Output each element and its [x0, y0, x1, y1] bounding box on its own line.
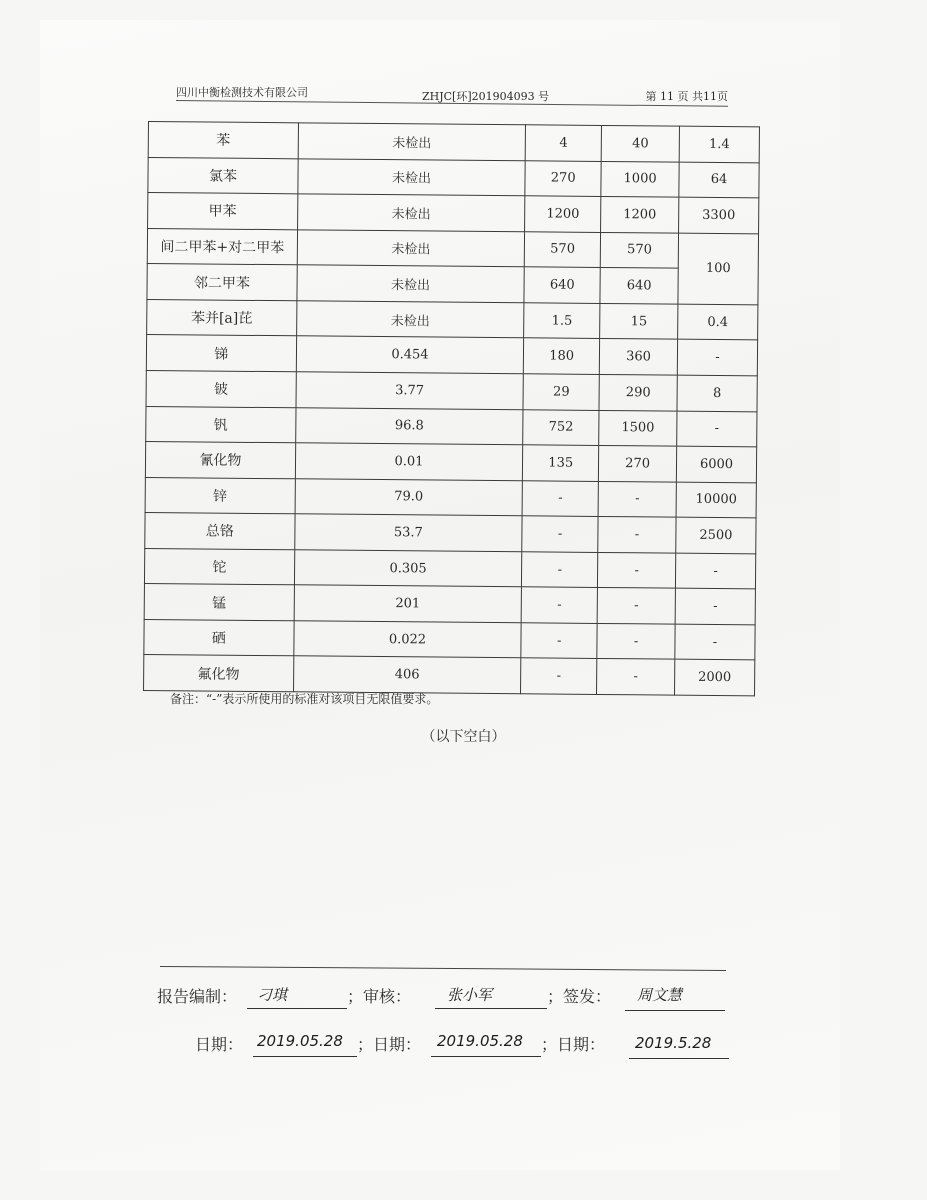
limit-value-2: 360 [599, 339, 677, 375]
limit-value-2: - [597, 623, 675, 659]
table-note: 备注：“-”表示所使用的标准对该项目无限值要求。 [170, 692, 439, 706]
limit-value-2: - [598, 552, 676, 588]
limit-value-3: - [675, 588, 755, 624]
item-name: 总铬 [145, 513, 295, 550]
results-table [143, 121, 760, 696]
table-row [148, 122, 759, 163]
limit-value-2: - [597, 659, 675, 695]
table-row [148, 193, 759, 234]
limit-value-1: 4 [525, 125, 601, 161]
test-result: 53.7 [294, 514, 522, 552]
item-name: 间二甲苯+对二甲苯 [147, 228, 297, 265]
signature-row [157, 984, 737, 1014]
signature-underline [435, 1008, 547, 1009]
signature-underline [247, 1008, 347, 1009]
limit-value-1: 752 [523, 409, 599, 445]
item-name: 铊 [144, 548, 294, 585]
table-row [144, 584, 755, 625]
page-header [176, 84, 728, 102]
review-label: ；审核： [347, 987, 412, 1006]
report-number: ZHJC[环]201904093 号 [422, 90, 550, 103]
test-result: 未检出 [296, 301, 524, 339]
test-result: 0.305 [294, 550, 522, 588]
page-number: 第 11 页 共11页 [645, 90, 728, 103]
limit-value-3: 8 [677, 375, 757, 411]
item-name: 氯苯 [148, 157, 298, 194]
limit-value-1: 570 [525, 231, 601, 267]
limit-value-3: 100 [678, 233, 759, 305]
limit-value-2: 640 [600, 268, 678, 304]
limit-value-1: 180 [524, 338, 600, 374]
limit-value-1: 135 [523, 445, 599, 481]
limit-value-3: 1.4 [679, 126, 759, 162]
limit-value-3: 2500 [676, 517, 756, 553]
limit-value-3: 64 [679, 162, 759, 198]
limit-value-3: 6000 [676, 446, 756, 482]
test-result: 406 [293, 656, 521, 694]
blank-below-notice: （以下空白） [421, 729, 506, 745]
compiled-date: 2019.05.28 [257, 1032, 343, 1050]
test-result: 未检出 [297, 265, 525, 303]
limit-value-1: 29 [523, 374, 599, 410]
table-row [144, 619, 755, 660]
compiled-by-signature: 刁琪 [257, 986, 288, 1004]
item-name: 锑 [146, 335, 296, 372]
limit-value-3: - [675, 553, 755, 589]
date-label-1: 日期： [195, 1035, 244, 1054]
review-signature: 张小军 [447, 986, 493, 1004]
limit-value-1: - [522, 516, 598, 552]
test-result: 未检出 [298, 123, 526, 161]
limit-value-1: 1200 [525, 196, 601, 232]
issue-signature: 周文慧 [637, 986, 683, 1004]
limit-value-3: 0.4 [678, 304, 758, 340]
table-row [147, 299, 758, 340]
date-underline [629, 1058, 729, 1059]
limit-value-2: 15 [600, 303, 678, 339]
test-result: 未检出 [297, 229, 525, 267]
limit-value-2: 40 [601, 125, 679, 161]
date-row [195, 1032, 755, 1062]
limit-value-2: - [597, 588, 675, 624]
item-name: 锌 [145, 477, 295, 514]
item-name: 硒 [144, 619, 294, 656]
limit-value-1: - [522, 552, 598, 588]
limit-value-2: 570 [600, 232, 678, 268]
item-name: 苯 [148, 122, 298, 159]
item-name: 钒 [146, 406, 296, 443]
test-result: 0.454 [296, 336, 524, 374]
limit-value-2: 270 [599, 446, 677, 482]
test-result: 未检出 [297, 194, 525, 232]
table-row [144, 548, 755, 589]
table-row [147, 264, 758, 305]
limit-value-1: - [521, 658, 597, 694]
table-row [146, 335, 757, 376]
date-underline [431, 1056, 541, 1057]
test-result: 0.022 [294, 621, 522, 659]
item-name: 氟化物 [144, 655, 294, 692]
item-name: 氰化物 [145, 442, 295, 479]
test-result: 0.01 [295, 443, 523, 481]
item-name: 铍 [146, 370, 296, 407]
limit-value-1: 1.5 [524, 303, 600, 339]
table-row [146, 406, 757, 447]
limit-value-1: 270 [525, 160, 601, 196]
item-name: 锰 [144, 584, 294, 621]
table-row [145, 442, 756, 483]
limit-value-3: - [677, 340, 757, 376]
test-result: 96.8 [295, 407, 523, 445]
limit-value-2: 290 [599, 374, 677, 410]
limit-value-1: 640 [524, 267, 600, 303]
limit-value-1: - [521, 587, 597, 623]
date-underline [253, 1056, 357, 1057]
test-result: 未检出 [298, 158, 526, 196]
limit-value-2: - [598, 517, 676, 553]
item-name: 苯并[a]芘 [147, 299, 297, 336]
test-result: 79.0 [295, 478, 523, 516]
limit-value-2: 1000 [601, 161, 679, 197]
date-label-2: ；日期： [357, 1035, 422, 1054]
item-name: 甲苯 [148, 193, 298, 230]
test-result: 3.77 [296, 372, 524, 410]
limit-value-2: 1500 [599, 410, 677, 446]
compiled-by-label: 报告编制： [157, 987, 238, 1006]
limit-value-2: - [598, 481, 676, 517]
table-row [145, 477, 756, 518]
issue-date: 2019.5.28 [635, 1034, 712, 1052]
limit-value-2: 1200 [601, 197, 679, 233]
limit-value-3: - [677, 411, 757, 447]
test-result: 201 [294, 585, 522, 623]
table-row [146, 370, 757, 411]
date-label-3: ；日期： [541, 1035, 606, 1054]
item-name: 邻二甲苯 [147, 264, 297, 301]
limit-value-3: 3300 [679, 197, 759, 233]
issue-label: ；签发： [547, 987, 612, 1006]
signature-underline [625, 1010, 725, 1011]
limit-value-1: - [521, 623, 597, 659]
company-name: 四川中衡检测技术有限公司 [176, 86, 308, 99]
table-row [148, 157, 759, 198]
table-row [147, 228, 758, 269]
table-row [145, 513, 756, 554]
limit-value-3: - [675, 624, 755, 660]
limit-value-3: 2000 [675, 660, 755, 696]
limit-value-3: 10000 [676, 482, 756, 518]
review-date: 2019.05.28 [437, 1032, 523, 1050]
limit-value-1: - [522, 480, 598, 516]
